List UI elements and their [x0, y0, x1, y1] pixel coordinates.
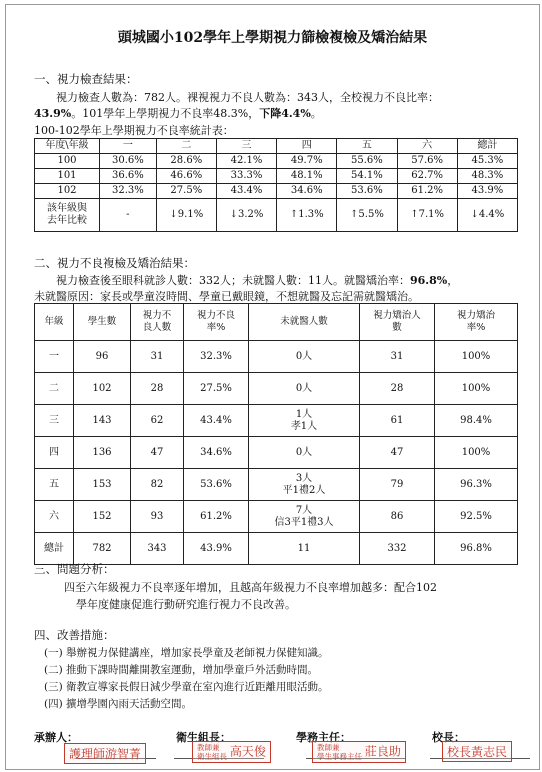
table-row: 100 30.6% 28.6% 42.1% 49.7% 55.6% 57.6% 45.3%	[35, 154, 518, 169]
table-header-row: 年度\年級 一 二 三 四 五 六 總計	[35, 139, 518, 154]
section3-heading: 三、問題分析：	[34, 562, 115, 576]
health-chief-stamp: 教師兼 衛生組長 高天俊	[192, 741, 271, 763]
measure-item: (三) 衛教宣導家長假日減少學童在室內進行近距離用眼活動。	[44, 681, 329, 693]
measure-item: (二) 推動下課時間離開教室運動，增加學童戶外活動時間。	[44, 664, 319, 676]
principal-label: 校長：	[432, 731, 465, 744]
last-year-text: 。101學年上學期視力不良率48.3%，	[71, 107, 260, 120]
treatment-table	[34, 303, 518, 565]
table-header-row: 年級 學生數 視力不良人數 視力不良率% 未就醫人數 視力矯治人數 視力矯治率%	[35, 304, 518, 341]
table-row: 五 153 82 53.6% 3人 平1禮2人 79 96.3%	[35, 469, 518, 501]
section1-heading: 一、視力檢查結果：	[34, 72, 138, 86]
table-row: 101 36.6% 46.6% 33.3% 48.1% 54.1% 62.7% 48.3%	[35, 169, 518, 184]
table-row: 二 102 28 27.5% 0人 28 100%	[35, 373, 518, 405]
section4-heading: 四、改善措施：	[34, 628, 115, 642]
section2-line2: 未就醫原因：家長或學童沒時間、學童已戴眼鏡，不想就醫及忘記需就醫矯治。	[34, 290, 419, 303]
section2-heading: 二、視力不良複檢及矯治結果：	[34, 256, 195, 270]
measure-item: (四) 擴增學園內雨天活動空間。	[44, 698, 193, 710]
overall-rate: 43.9%	[34, 107, 72, 120]
section3-line1: 四至六年級視力不良率逐年增加，且越高年級視力不良率增加越多：配合102	[64, 581, 437, 594]
principal-stamp: 校長黃志民	[442, 741, 512, 762]
section1-line2: 43.9%。101學年上學期視力不良率48.3%，下降4.4%。	[34, 107, 322, 120]
stats-table	[34, 138, 518, 232]
nurse-stamp: 護理師游智菁	[64, 743, 146, 764]
table-row: 102 32.3% 27.5% 43.4% 34.6% 53.6% 61.2% 43.9%	[35, 184, 518, 199]
measure-item: (一) 舉辦視力保健講座，增加家長學童及老師視力保健知識。	[44, 647, 329, 659]
decrease-text: 下降4.4%	[259, 107, 311, 120]
table-row: 三 143 62 43.4% 1人 孝1人 61 98.4%	[35, 405, 518, 437]
section2-line1: 視力檢查後至眼科就診人數：332人；未就醫人數：11人。就醫矯治率：96.8%，	[56, 274, 459, 287]
student-affairs-label: 學務主任：	[296, 731, 351, 744]
signer-label: 承辦人：	[34, 731, 78, 744]
table-row: 四 136 47 34.6% 0人 47 100%	[35, 437, 518, 469]
health-chief-label: 衛生組長：	[176, 731, 231, 744]
compare-row: 該年級與 去年比較 - ↓9.1% ↓3.2% ↑1.3% ↑5.5% ↑7.1% ↓4.4%	[35, 199, 518, 232]
section1-line1: 視力檢查人數為：782人。裸視視力不良人數為：343人，全校視力不良比率：	[56, 91, 439, 104]
student-affairs-stamp: 教師兼 學生事務主任 莊良助	[312, 741, 406, 763]
table-total-row: 總計 782 343 43.9% 11 332 96.8%	[35, 533, 518, 565]
table1-caption: 100-102學年上學期視力不良率統計表：	[34, 124, 234, 137]
treatment-rate: 96.8%	[410, 274, 448, 287]
document-page	[5, 4, 540, 770]
table-row: 六 152 93 61.2% 7人 信3平1禮3人 86 92.5%	[35, 501, 518, 533]
document-title: 頭城國小102學年上學期視力篩檢複檢及矯治結果	[117, 30, 428, 46]
table-row: 一 96 31 32.3% 0人 31 100%	[35, 341, 518, 373]
section3-line2: 學年度健康促進行動研究進行視力不良改善。	[76, 598, 296, 611]
